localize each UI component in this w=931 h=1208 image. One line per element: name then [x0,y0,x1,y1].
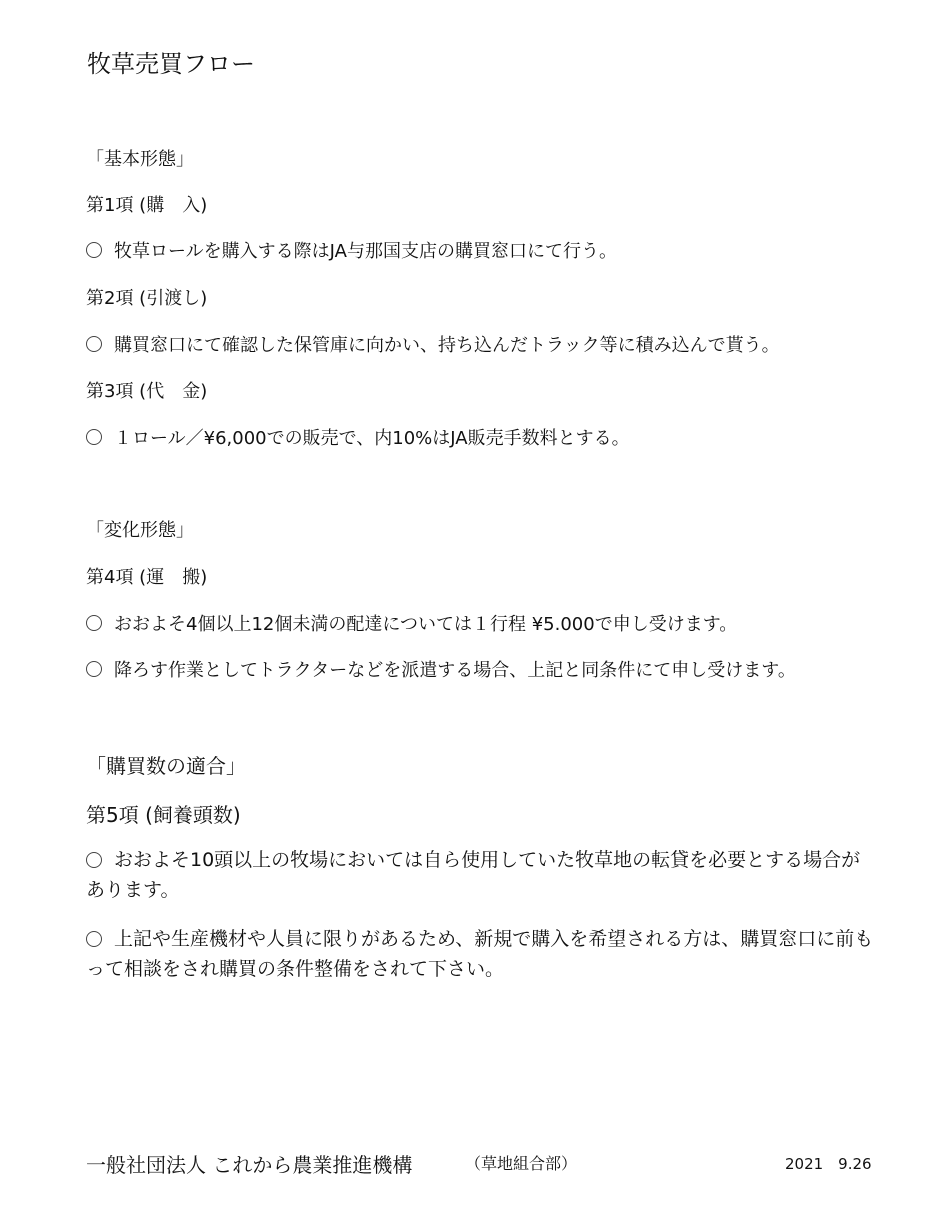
circle-bullet-icon [86,852,102,868]
item-text-5b-content: 上記や生産機材や人員に限りがあるため、新規で購入を希望される方は、購買窓口に前もって相談をされ購買の条件整備をされて下さい。 [86,928,874,980]
item-text-5a [86,845,876,905]
item-label-1: 第1項 (購 入) [86,195,208,216]
page-title: 牧草売買フロー [87,50,255,78]
circle-bullet-icon [86,931,102,947]
footer-department: （草地組合部） [465,1154,578,1173]
item-label-2: 第2項 (引渡し) [86,288,208,309]
circle-bullet-icon [86,336,102,352]
item-text-2-content: 購買窓口にて確認した保管庫に向かい、持ち込んだトラック等に積み込んで貰う。 [114,335,780,356]
item-text-4b-content: 降ろす作業としてトラクターなどを派遣する場合、上記と同条件にて申し受けます。 [114,660,796,681]
item-text-2 [86,331,780,357]
item-text-4a [86,610,737,636]
footer-date: 2021 9.26 [785,1155,872,1173]
section-heading-variation: 「変化形態」 [86,520,194,541]
item-text-4b [86,656,796,682]
circle-bullet-icon [86,661,102,677]
item-text-1 [86,237,617,263]
section-heading-basic: 「基本形態」 [86,149,194,170]
item-label-3: 第3項 (代 金) [86,381,208,402]
item-text-3-content: １ロール／¥6,000での販売で、内10%はJA販売手数料とする。 [114,428,630,449]
footer-organization: 一般社団法人 これから農業推進機構 [86,1153,413,1177]
item-text-1-content: 牧草ロールを購入する際はJA与那国支店の購買窓口にて行う。 [114,241,617,262]
item-text-4a-content: おおよそ4個以上12個未満の配達については１行程 ¥5.000で申し受けます。 [114,614,738,635]
circle-bullet-icon [86,615,102,631]
item-text-3 [86,424,630,450]
item-label-4: 第4項 (運 搬) [86,567,208,588]
item-text-5b [86,924,876,984]
circle-bullet-icon [86,429,102,445]
item-text-5a-content: おおよそ10頭以上の牧場においては自ら使用していた牧草地の転貸を必要とする場合があります。 [86,849,861,901]
circle-bullet-icon [86,242,102,258]
section-heading-compatibility: 「購買数の適合」 [86,754,246,778]
item-label-5: 第5項 (飼養頭数) [86,803,241,827]
